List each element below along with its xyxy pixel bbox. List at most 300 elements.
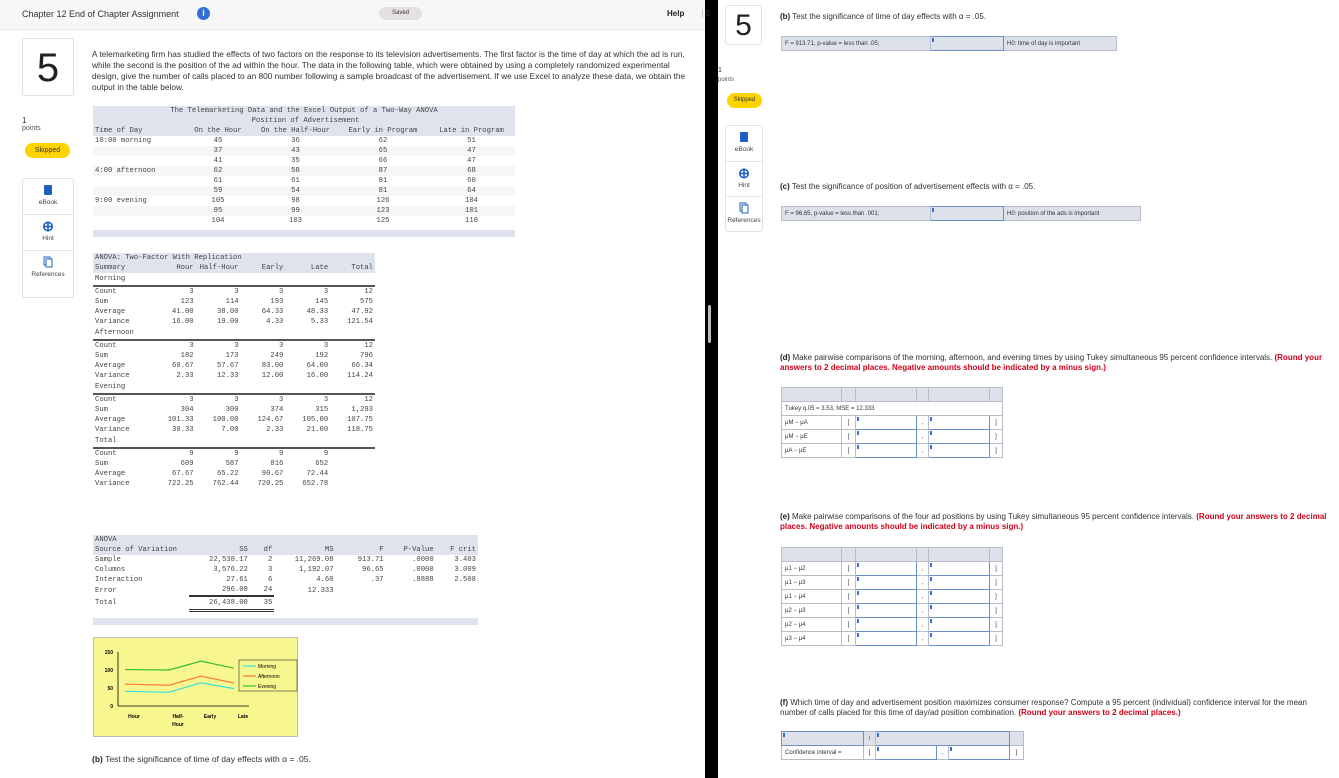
ci-label: Confidence interval =	[782, 746, 864, 760]
blank	[330, 327, 375, 340]
interaction-chart	[93, 637, 298, 737]
table-cell	[336, 585, 386, 596]
table-cell: 652.78	[302, 480, 329, 488]
slash: /	[864, 732, 876, 746]
upper-bound-input[interactable]	[929, 590, 990, 604]
table-cell: 95	[213, 207, 223, 215]
table-cell: 3.403	[454, 556, 476, 564]
anova-table-grid	[93, 535, 478, 612]
ci-upper-input[interactable]	[949, 746, 1010, 760]
table-cell: 123	[376, 207, 390, 215]
table-cell: 3.009	[454, 566, 476, 574]
table-cell: 587	[225, 460, 239, 468]
blank	[196, 381, 241, 394]
table-cell: Variance	[95, 372, 130, 380]
table-cell	[93, 146, 183, 156]
table-cell: Variance	[95, 426, 130, 434]
column-header: Late in Program	[439, 127, 504, 135]
table-cell: 3	[151, 394, 196, 405]
table-cell: 104	[465, 197, 478, 205]
table-row	[93, 340, 375, 351]
comma: ,	[917, 430, 929, 444]
tool-hint[interactable]	[23, 215, 73, 251]
header-bar	[0, 0, 711, 30]
blank-cell	[1010, 732, 1024, 746]
table-cell: 296.00	[221, 586, 248, 594]
blank	[285, 273, 330, 286]
open-bracket: [	[842, 562, 856, 576]
table-cell: 10:00 morning	[95, 137, 152, 145]
table-cell: 2.33	[176, 372, 194, 380]
table-cell: 3	[196, 340, 241, 351]
table-cell: 126	[376, 197, 390, 205]
tool-references[interactable]	[23, 251, 73, 287]
close-bracket: ]	[990, 562, 1003, 576]
table-cell: 99	[291, 207, 300, 215]
table-row	[93, 166, 515, 176]
upper-bound-input[interactable]	[929, 576, 990, 590]
table-cell: Variance	[95, 480, 130, 488]
table-cell: 6	[267, 576, 273, 584]
table-cell: Count	[93, 448, 151, 459]
comparison-label: μM − μA	[782, 416, 842, 430]
lower-bound-input[interactable]	[856, 416, 917, 430]
table-cell: 47	[467, 157, 476, 165]
blank	[428, 116, 515, 126]
status-badge: Skipped	[25, 143, 70, 158]
table-cell: 118.75	[347, 426, 373, 434]
table-row	[93, 286, 375, 297]
hint-icon	[43, 221, 53, 232]
column-header: Source of Variation	[95, 546, 177, 554]
table-cell: Average	[95, 362, 126, 370]
header-row	[93, 126, 515, 136]
column-header: MS	[324, 546, 334, 554]
table-cell: 315	[315, 406, 329, 414]
interval-row	[782, 444, 1003, 458]
lower-bound-input[interactable]	[856, 590, 917, 604]
table-cell: 4.33	[266, 318, 284, 326]
table-cell: 796	[360, 352, 373, 360]
column-header: On the Half-Hour	[260, 127, 330, 135]
table-cell	[93, 156, 183, 166]
lower-bound-input[interactable]	[856, 632, 917, 646]
info-icon[interactable]: i	[197, 7, 210, 20]
table-cell: 35	[291, 157, 300, 165]
table-cell: 722.25	[167, 480, 194, 488]
part-b-dropdown[interactable]	[931, 37, 1004, 51]
header-row	[93, 263, 375, 273]
table-cell: 3	[196, 394, 241, 405]
upper-bound-input[interactable]	[929, 632, 990, 646]
table-cell: 87	[378, 167, 388, 175]
table-cell: 58	[291, 167, 300, 175]
table-cell: 1,293	[351, 406, 373, 414]
table-cell: 12.00	[261, 372, 284, 380]
part-text: Which time of day and advertisement position maximizes consumer response? Compute a 95 percent (individual) confidence interval for the mean number of calls placed for this time of day/ad position combination.	[780, 698, 1307, 717]
tool-label: Hint	[42, 235, 54, 242]
anova-summary-table	[93, 253, 375, 489]
table-cell	[93, 186, 183, 196]
blank	[151, 273, 196, 286]
table-cell: 3,576.22	[213, 566, 248, 574]
close-bracket: ]	[990, 604, 1003, 618]
interval-row	[782, 562, 1003, 576]
tool-label: Hint	[738, 181, 750, 189]
table-cell: 57.67	[216, 362, 239, 370]
table-cell: 4:00 afternoon	[95, 167, 156, 175]
table-cell: 300	[225, 406, 239, 414]
table-cell: 123	[180, 298, 194, 306]
table-cell: Count	[93, 286, 151, 297]
part-b-hypothesis: H0: time of day is important	[1004, 37, 1117, 51]
upper-bound-input[interactable]	[929, 562, 990, 576]
blank	[241, 273, 286, 286]
open-bracket: [	[842, 604, 856, 618]
table-cell: 66	[378, 157, 388, 165]
column-header: df	[263, 546, 273, 554]
part-c-hypothesis: H0: position of the ads is important	[1004, 207, 1141, 221]
comparison-label: μ1 − μ2	[782, 562, 842, 576]
part-text: Test the significance of time of day effects with α = .05.	[792, 12, 986, 21]
lower-bound-input[interactable]	[856, 430, 917, 444]
part-e-interval-table	[781, 547, 1003, 646]
assignment-title: Chapter 12 End of Chapter Assignment	[22, 9, 179, 19]
part-note: (Round your answers to 2 decimal places.)	[1018, 708, 1181, 717]
table-cell: 62	[213, 167, 223, 175]
header-row	[782, 388, 1003, 402]
part-c-answer-row	[781, 206, 1141, 221]
open-bracket: [	[842, 590, 856, 604]
close-bracket: ]	[990, 632, 1003, 646]
part-label: (c)	[780, 182, 790, 191]
table-cell: 105	[211, 197, 225, 205]
comparison-label: μ2 − μ3	[782, 604, 842, 618]
table-cell: 101	[465, 207, 478, 215]
table-cell: 762.44	[212, 480, 239, 488]
header-cell	[917, 388, 929, 402]
open-bracket: [	[842, 430, 856, 444]
table-cell: 41.00	[172, 308, 194, 316]
y-tick-label: 100	[104, 668, 113, 674]
table-row	[93, 425, 375, 435]
table-cell: 47.92	[351, 308, 373, 316]
column-header: On the Hour	[194, 127, 242, 135]
references-icon	[739, 203, 749, 214]
legend-label: Afternoon	[258, 674, 280, 680]
help-link[interactable]: Help	[667, 9, 685, 18]
table-row	[93, 555, 478, 565]
table-cell: 61	[291, 177, 300, 185]
table-cell	[330, 469, 375, 479]
part-b-statistic: F = 913.71, p-value = less than .05;	[782, 37, 931, 51]
table-cell: 65.22	[216, 470, 239, 478]
section-name: Total	[95, 437, 117, 445]
x-tick-label: Half-	[172, 714, 184, 720]
table-cell: 12.333	[307, 586, 334, 595]
section-row	[93, 327, 375, 340]
upper-bound-input[interactable]	[929, 604, 990, 618]
column-header: F	[379, 546, 384, 554]
interval-row	[782, 576, 1003, 590]
table-cell: 21.00	[306, 426, 329, 434]
tools-panel	[725, 125, 763, 232]
header-cell	[782, 388, 842, 402]
table-cell: 249	[270, 352, 284, 360]
part-c-dropdown[interactable]	[931, 207, 1004, 221]
table-cell: 9	[196, 448, 241, 459]
comma: ,	[917, 444, 929, 458]
table-row	[93, 448, 375, 459]
table-cell: 101.33	[167, 416, 194, 424]
comparison-label: μA − μE	[782, 444, 842, 458]
telemarketing-data-table	[93, 106, 515, 237]
blank	[241, 435, 286, 448]
table-cell: 304	[180, 406, 194, 414]
table-cell: 100.00	[212, 416, 239, 424]
legend-label: Evening	[258, 684, 277, 690]
table-cell: 192	[315, 352, 329, 360]
blank	[93, 116, 183, 126]
column-header: Half-Hour	[199, 264, 239, 272]
table-cell	[330, 448, 375, 459]
table-row	[93, 394, 375, 405]
column-header: Early	[261, 264, 284, 272]
table-cell: 3	[196, 286, 241, 297]
table-cell: 105.00	[302, 416, 329, 424]
table-row	[93, 206, 515, 216]
table-cell: Count	[93, 340, 151, 351]
section-row	[93, 273, 375, 286]
series-line-evening	[125, 661, 234, 670]
table-cell: 110	[465, 217, 478, 225]
table-cell: 12	[330, 340, 375, 351]
y-tick-label: 0	[110, 704, 113, 710]
header-cell	[990, 548, 1003, 562]
table-cell: 16.00	[172, 318, 194, 326]
tool-ebook[interactable]	[23, 179, 73, 215]
table-row	[93, 146, 515, 156]
interval-row	[782, 632, 1003, 646]
upper-bound-input[interactable]	[929, 618, 990, 632]
table-cell	[93, 216, 183, 226]
table-cell: 3	[151, 286, 196, 297]
part-text: Test the significance of position of advertisement effects with α = .05.	[791, 182, 1036, 191]
table-cell: 9	[151, 448, 196, 459]
comparison-label: μ2 − μ4	[782, 618, 842, 632]
table-cell: 104	[211, 217, 225, 225]
close-bracket: ]	[990, 430, 1003, 444]
lower-bound-input[interactable]	[856, 562, 917, 576]
table-cell: 913.71	[357, 556, 384, 564]
table-cell: Interaction	[95, 576, 143, 584]
table-cell: 54	[291, 187, 300, 195]
tool-references[interactable]	[726, 197, 762, 233]
blank	[241, 381, 286, 394]
blank	[285, 381, 330, 394]
title-row	[93, 253, 375, 263]
blank	[330, 381, 375, 394]
table-cell: 2	[267, 556, 273, 564]
comma: ,	[917, 576, 929, 590]
table-cell: Count	[93, 394, 151, 405]
table-cell: 61	[213, 177, 223, 185]
header-cell	[782, 548, 842, 562]
table-cell: 1,192.07	[299, 566, 334, 574]
table-cell: .37	[370, 576, 384, 584]
question-number: 5	[725, 5, 762, 45]
table-cell: 19.00	[216, 318, 239, 326]
section-row	[93, 435, 375, 448]
table-row	[93, 479, 375, 489]
hint-icon	[739, 168, 749, 179]
table-cell: 26,438.00	[189, 596, 250, 610]
series-line-afternoon	[125, 676, 234, 685]
close-bracket: ]	[990, 416, 1003, 430]
blank	[330, 273, 375, 286]
table-cell: 60.67	[172, 362, 194, 370]
table-cell: 83.00	[261, 362, 284, 370]
lower-bound-input[interactable]	[856, 576, 917, 590]
upper-bound-input[interactable]	[929, 430, 990, 444]
header-cell	[856, 388, 917, 402]
table-cell: 22,538.17	[209, 556, 248, 564]
part-label: (f)	[780, 698, 788, 707]
table-title: ANOVA: Two-Factor With Replication	[95, 254, 242, 262]
table-cell: 12	[330, 286, 375, 297]
table-cell: Average	[95, 416, 126, 424]
part-f-question	[780, 698, 1330, 718]
header-cell	[842, 548, 856, 562]
table-cell: 3	[241, 394, 286, 405]
table-cell: 3	[267, 566, 273, 574]
column-header: Late	[310, 264, 329, 272]
tool-label: References	[727, 217, 761, 225]
table-cell: 124.67	[257, 416, 284, 424]
table-row	[93, 469, 375, 479]
upper-bound-input[interactable]	[929, 416, 990, 430]
left-part-b-text	[92, 754, 311, 764]
table-cell: 59	[213, 187, 223, 195]
right-panel	[718, 0, 1339, 778]
comparison-label: μ1 − μ4	[782, 590, 842, 604]
header-row	[782, 548, 1003, 562]
table-cell: Columns	[95, 566, 126, 574]
open-bracket: [	[842, 416, 856, 430]
section-name: Afternoon	[95, 329, 134, 337]
question-number: 5	[22, 38, 74, 96]
table-cell: 575	[360, 298, 373, 306]
ci-lower-input[interactable]	[876, 746, 937, 760]
table-cell: Total	[95, 599, 117, 607]
blank	[330, 435, 375, 448]
table-cell: 2.33	[266, 426, 284, 434]
table-cell: 45	[213, 137, 223, 145]
title-row	[93, 535, 478, 545]
header-cut-item[interactable]: S	[702, 9, 710, 18]
table-row	[93, 176, 515, 186]
part-d-interval-table	[781, 387, 1003, 458]
lower-bound-input[interactable]	[856, 618, 917, 632]
table-cell: 12.33	[216, 372, 239, 380]
open-bracket: [	[842, 618, 856, 632]
upper-bound-input[interactable]	[929, 444, 990, 458]
header-cell	[929, 388, 990, 402]
legend-label: Morning	[258, 664, 277, 670]
references-icon	[43, 257, 53, 268]
tool-ebook[interactable]	[726, 126, 762, 162]
column-header: Summary	[95, 264, 126, 272]
table-cell: 3	[241, 340, 286, 351]
table-cell: .0000	[412, 566, 434, 574]
section-row	[93, 381, 375, 394]
table-row	[93, 361, 375, 371]
time-position-dropdown[interactable]	[782, 732, 864, 746]
table-cell: 16.00	[306, 372, 329, 380]
table-cell: Sum	[95, 460, 108, 468]
table-cell: 3	[285, 286, 330, 297]
table-cell: 114.24	[347, 372, 373, 380]
table-cell: 64.33	[261, 308, 284, 316]
header-cell	[929, 548, 990, 562]
group-header: Position of Advertisement	[251, 117, 360, 125]
part-text: Test the significance of time of day effects with α = .05.	[105, 754, 311, 764]
table-cell: 11,269.08	[294, 556, 334, 564]
table-cell: 7.00	[221, 426, 239, 434]
table-cell: 121.54	[347, 318, 373, 326]
comparison-label: μ3 − μ4	[782, 632, 842, 646]
table-footer-bar	[93, 230, 515, 237]
column-header: Time of Day	[95, 127, 143, 135]
column-header: SS	[239, 546, 248, 554]
table-cell: 3	[285, 340, 330, 351]
part-b-answer-row	[781, 36, 1117, 51]
part-label: (e)	[780, 512, 790, 521]
open-bracket: [	[842, 576, 856, 590]
column-header: Total	[351, 264, 373, 272]
table-cell: 193	[270, 298, 284, 306]
scrollbar[interactable]	[708, 305, 711, 343]
ad-position-dropdown[interactable]	[876, 732, 1010, 746]
table-row	[93, 317, 375, 327]
table-cell: 9:00 evening	[95, 197, 147, 205]
table-row	[93, 186, 515, 196]
table-cell: .8888	[412, 576, 434, 584]
table-cell: 62	[378, 137, 388, 145]
table-cell	[330, 479, 375, 489]
table-cell: Sum	[95, 298, 108, 306]
part-e-question	[780, 512, 1330, 532]
table-cell	[93, 176, 183, 186]
part-label: (b)	[780, 12, 791, 21]
blank	[196, 327, 241, 340]
lower-bound-input[interactable]	[856, 604, 917, 618]
table-cell: 98	[291, 197, 300, 205]
lower-bound-input[interactable]	[856, 444, 917, 458]
table-cell: 173	[225, 352, 239, 360]
table-cell: 41	[213, 157, 223, 165]
table-row	[93, 596, 478, 610]
blank	[241, 327, 286, 340]
points-label: points	[22, 125, 41, 132]
y-tick-label: 150	[104, 650, 113, 656]
table-cell: Sum	[95, 352, 108, 360]
tool-hint[interactable]	[726, 162, 762, 198]
table-cell: 60	[467, 177, 476, 185]
table-cell: 3	[285, 394, 330, 405]
table-cell: 107.75	[347, 416, 373, 424]
table-title: The Telemarketing Data and the Excel Output of a Two-Way ANOVA	[170, 107, 438, 115]
